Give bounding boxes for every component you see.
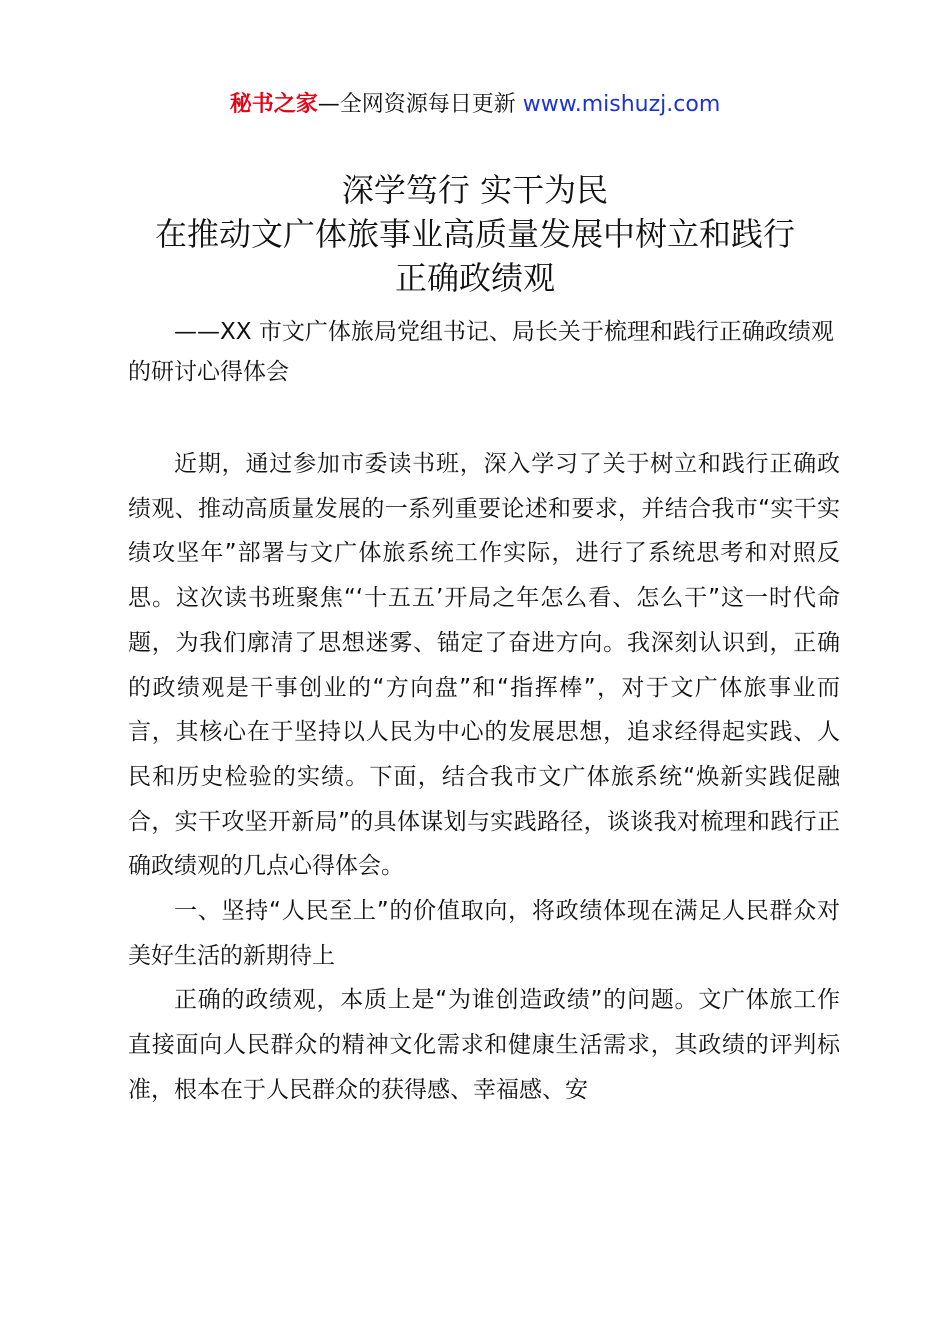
- header-tagline: —全网资源每日更新: [317, 92, 523, 117]
- body-paragraph-2: 正确的政绩观，本质上是“为谁创造政绩”的问题。文广体旅工作直接面向人民群众的精神文化需求和健康生活需求，其政绩的评判标准，根本在于人民群众的获得感、幸福感、安: [128, 987, 840, 1103]
- site-header: [0, 88, 950, 122]
- title-line-2: 在推动文广体旅事业高质量发展中树立和践行: [154, 215, 795, 253]
- section-heading-1: 一、坚持“人民至上”的价值取向，将政绩体现在满足人民群众对美好生活的新期待上: [128, 898, 840, 969]
- brand-name: 秘书之家: [229, 92, 318, 117]
- document-body: [128, 442, 840, 1113]
- site-url-link[interactable]: www.mishuzj.com: [522, 92, 721, 117]
- title-line-3: 正确政绩观: [394, 259, 555, 297]
- title-line-1: 深学笃行 实干为民: [341, 171, 609, 209]
- document-title: [0, 168, 950, 300]
- document-subtitle: ——XX 市文广体旅局党组书记、局长关于梳理和践行正确政绩观的研讨心得体会: [128, 319, 834, 385]
- body-paragraph-1: 近期，通过参加市委读书班，深入学习了关于树立和践行正确政绩观、推动高质量发展的一系列重要论述和要求，并结合我市“实干实绩攻坚年”部署与文广体旅系统工作实际，进行了系统思考和对照反思。这次读书班聚焦“‘十五五’开局之年怎么看、怎么干”这一时代命题，为我们廓清了思想迷雾、锚定了奋进方向。我深刻认识到，正确的政绩观是干事创业的“方向盘”和“指挥棒”，对于文广体旅事业而言，其核心在于坚持以人民为中心的发展思想，追求经得起实践、人民和历史检验的实绩。下面，结合我市文广体旅系统“焕新实践促融合，实干攻坚开新局”的具体谋划与实践路径，谈谈我对梳理和践行正确政绩观的几点心得体会。: [128, 451, 840, 880]
